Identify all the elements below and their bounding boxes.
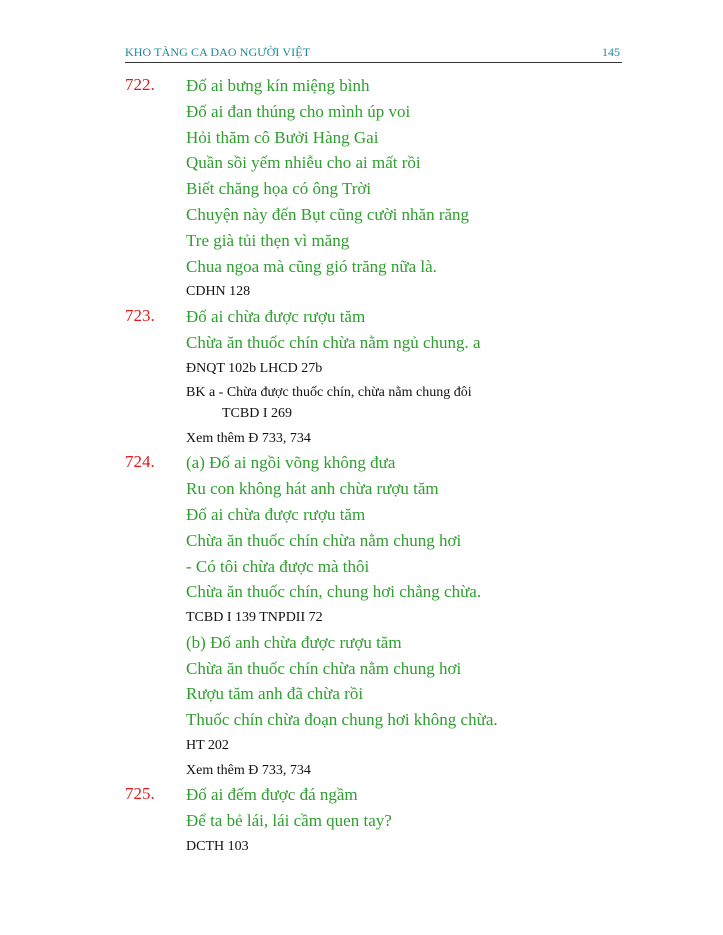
- entry-number: 722.: [125, 75, 155, 94]
- verse-line: - Có tôi chừa được mà thôi: [186, 556, 370, 576]
- running-header: [125, 44, 622, 63]
- verse-line: Đố ai chừa được rượu tăm: [186, 307, 366, 326]
- verse-line: Chuyện này đến Bụt cũng cười nhăn răng: [186, 205, 470, 224]
- entry-number: 724.: [125, 452, 155, 472]
- verse-line: Quần sồi yếm nhiễu cho ai mất rồi: [186, 153, 421, 173]
- verse-line: Đố ai chừa được rượu tăm: [186, 505, 366, 524]
- source-citation: DCTH 103: [186, 838, 249, 854]
- verse-line: Hỏi thăm cô Bưởi Hàng Gai: [186, 127, 379, 147]
- source-citation: TCBD I 269: [222, 406, 292, 422]
- source-citation: HT 202: [186, 738, 229, 753]
- verse-line: Đố ai đan thúng cho mình úp voi: [186, 101, 411, 121]
- source-citation: Xem thêm Đ 733, 734: [186, 430, 311, 446]
- source-citation: ĐNQT 102b LHCD 27b: [186, 360, 323, 376]
- verse-line: Rượu tăm anh đã chừa rồi: [186, 684, 364, 704]
- source-citation: CDHN 128: [186, 284, 251, 300]
- verse-line: (a) Đố ai ngồi võng không đưa: [186, 453, 396, 473]
- verse-line: Chừa ăn thuốc chín chừa nằm chung hơi: [186, 530, 462, 550]
- verse-line: Chừa ăn thuốc chín chừa nằm ngủ chung. a: [186, 332, 481, 352]
- source-citation: BK a - Chừa được thuốc chín, chừa nằm chung đôi: [186, 385, 472, 401]
- verse-line: Biết chăng họa có ông Trời: [186, 179, 372, 199]
- verse-line: (b) Đố anh chừa được rượu tăm: [186, 632, 402, 652]
- verse-line: Ru con không hát anh chừa rượu tăm: [186, 479, 439, 499]
- source-citation: Xem thêm Đ 733, 734: [186, 762, 311, 778]
- page-number: 145: [602, 45, 620, 59]
- book-title: KHO TÀNG CA DAO NGƯỜI VIỆT: [125, 45, 311, 59]
- verse-line: Đố ai bưng kín miệng bình: [186, 76, 370, 95]
- verse-line: Chua ngoa mà cũng gió trăng nữa là.: [186, 256, 437, 276]
- entry-number: 725.: [125, 784, 155, 804]
- verse-line: Chừa ăn thuốc chín chừa nằm chung hơi: [186, 658, 462, 678]
- verse-line: Để ta bẻ lái, lái cầm quen tay?: [186, 811, 392, 830]
- entry-number: 723.: [125, 306, 155, 325]
- verse-line: Đố ai đếm được đá ngầm: [186, 785, 358, 805]
- source-citation: TCBD I 139 TNPDII 72: [186, 610, 323, 626]
- verse-line: Chừa ăn thuốc chín, chung hơi chẳng chừa.: [186, 582, 482, 602]
- verse-line: Thuốc chín chừa đoạn chung hơi không chừa.: [186, 710, 498, 730]
- verse-line: Tre già tủi thẹn vì măng: [186, 230, 350, 250]
